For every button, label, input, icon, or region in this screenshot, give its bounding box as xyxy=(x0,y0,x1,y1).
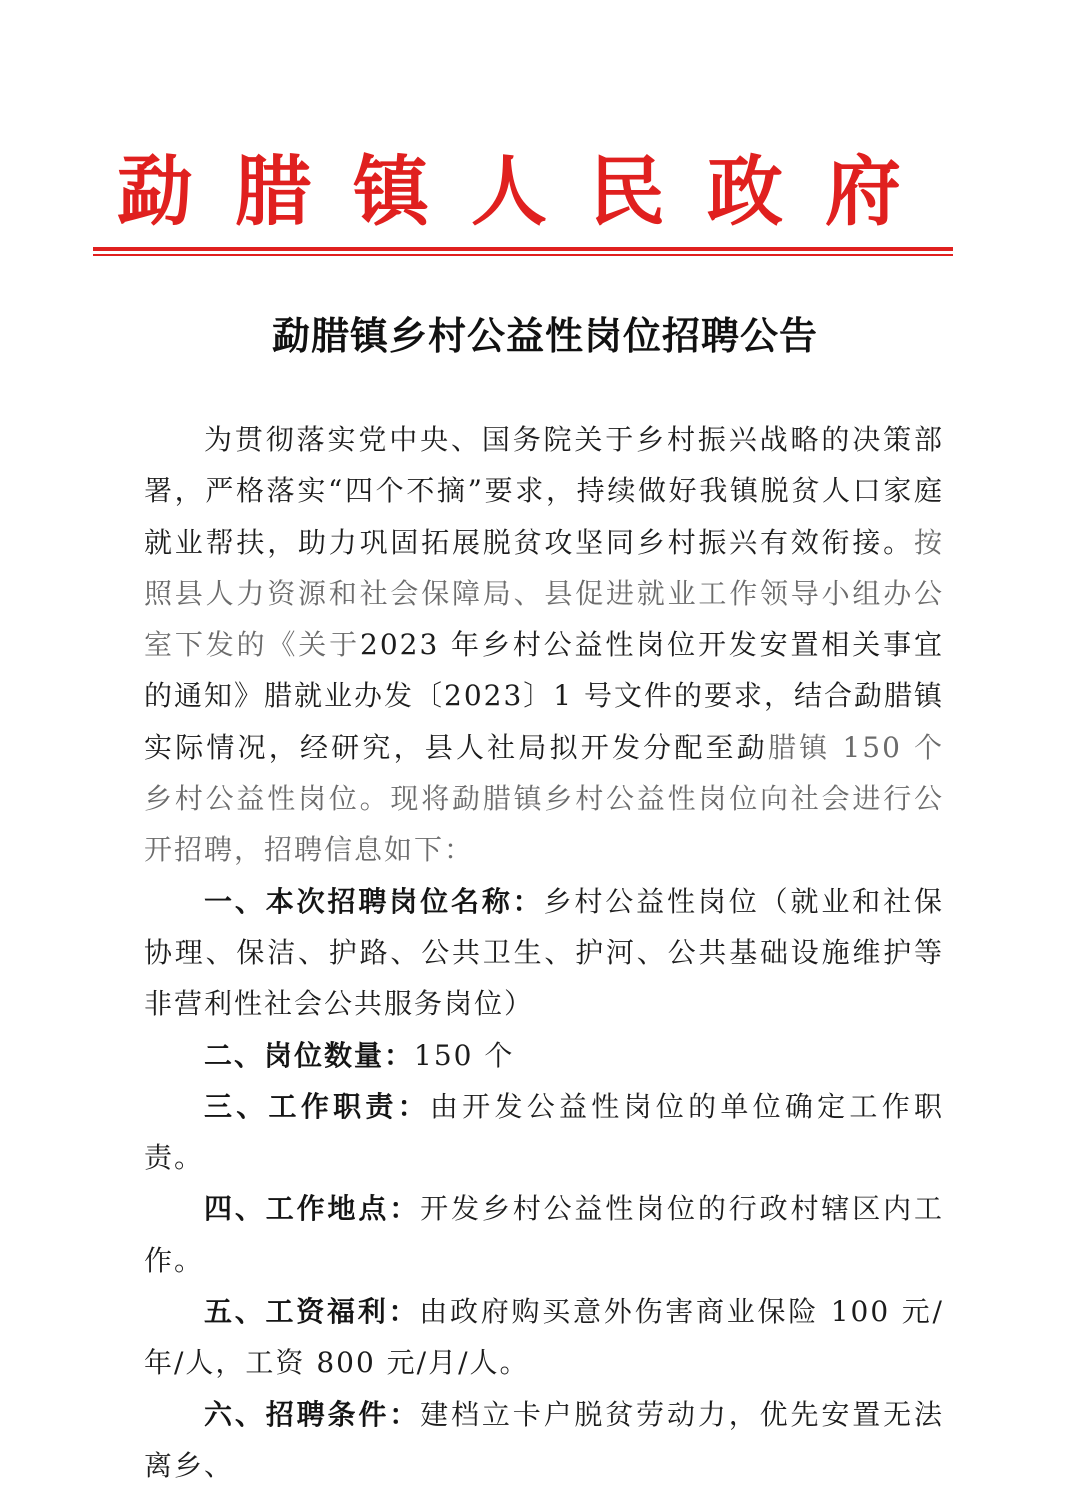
item-label-1: 一、本次招聘岗位名称： xyxy=(204,884,544,918)
intro-text-1: 为贯彻落实党中央、国务院关于乡村振兴战略的决策部署，严格落实“四个不摘”要求，持续做好我镇脱贫人口家庭就业帮扶，助力巩固拓展脱贫攻坚同乡村振兴有效衔接。 xyxy=(144,423,944,559)
item-value-1: 乡村公益性岗位（就业和社保协理、保洁、护路、公共卫生、护河、公共基础设施维护等非营利性社会公共服务岗位） xyxy=(144,884,944,1021)
issuer-header-title: 勐腊镇人民政府 xyxy=(117,147,943,236)
item-paragraph-1 xyxy=(144,876,944,1030)
item-value-4: 开发乡村公益性岗位的行政村辖区内工作。 xyxy=(144,1192,944,1277)
intro-text-2: 按照县人力资源和社会保障局、县促进就业工作领导小组办公室下发的《关于 xyxy=(144,525,944,662)
intro-text-4: 腊镇 150 个乡村公益性岗位。现将勐腊镇乡村公益性岗位向社会进行公开招聘，招聘信息如下： xyxy=(144,730,944,867)
item-paragraph-4 xyxy=(144,1183,944,1286)
header-red-rule-thin xyxy=(93,254,953,256)
item-label-2: 二、岗位数量： xyxy=(204,1038,415,1072)
item-value-3: 由开发公益性岗位的单位确定工作职责。 xyxy=(144,1089,944,1175)
header-red-rule-thick xyxy=(93,247,953,251)
item-label-5: 五、工资福利： xyxy=(204,1295,420,1329)
item-value-5: 由政府购买意外伤害商业保险 100 元/年/人，工资 800 元/月/人。 xyxy=(144,1295,944,1380)
item-label-4: 四、工作地点： xyxy=(204,1192,421,1226)
item-paragraph-2 xyxy=(144,1030,944,1081)
intro-text-3: 2023 年乡村公益性岗位开发安置相关事宜的通知》腊就业办发〔2023〕1 号文件的要求，结合勐腊镇实际情况，经研究，县人社局拟开发分配至勐 xyxy=(144,628,944,764)
intro-paragraph xyxy=(144,414,944,876)
item-paragraph-6 xyxy=(144,1389,944,1491)
item-label-3: 三、工作职责： xyxy=(204,1089,430,1123)
item-paragraph-3 xyxy=(144,1081,944,1184)
item-value-6: 建档立卡户脱贫劳动力，优先安置无法离乡、 xyxy=(144,1397,944,1482)
item-label-6: 六、招聘条件： xyxy=(204,1397,421,1431)
item-paragraph-5 xyxy=(144,1286,944,1389)
notice-body xyxy=(144,414,944,1491)
item-value-2: 150 个 xyxy=(414,1038,515,1072)
notice-title: 勐腊镇乡村公益性岗位招聘公告 xyxy=(271,314,818,358)
